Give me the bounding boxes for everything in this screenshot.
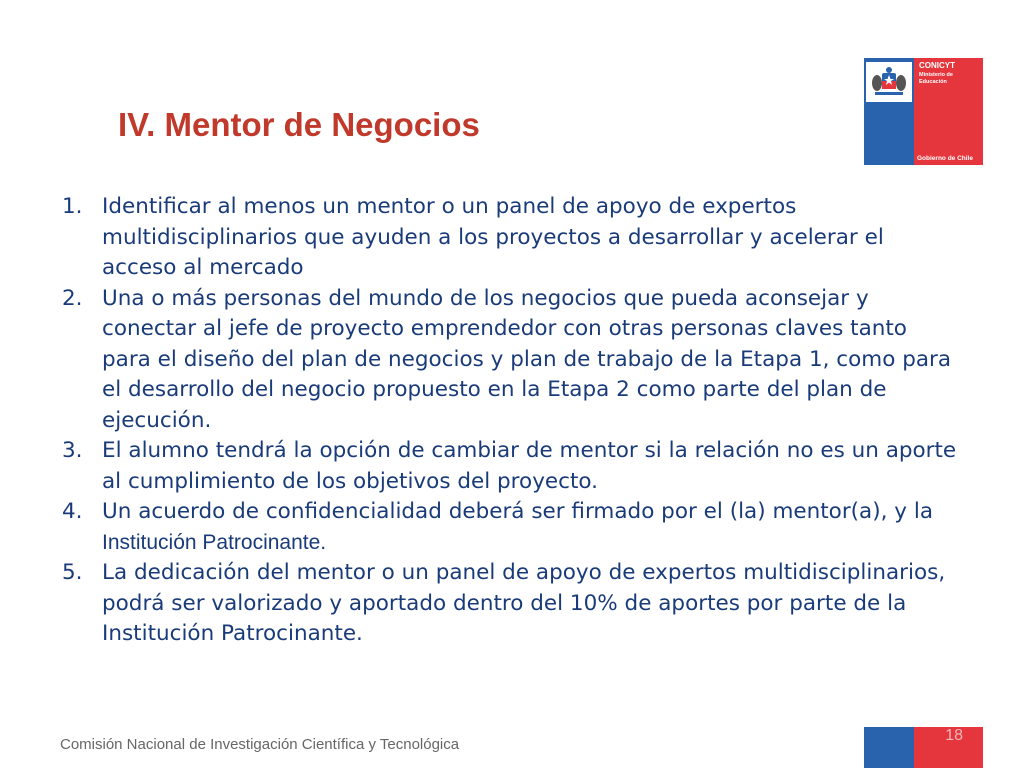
list-item-number: 2. [62,285,83,311]
list-item [62,497,962,558]
footer-flag-bar [864,727,983,768]
list-item-number: 4. [62,499,83,524]
requirements-list [62,192,962,650]
footer-organization: Comisión Nacional de Investigación Científica y Tecnológica [60,736,460,753]
logo-brand: CONICYT [919,61,955,70]
list-item-number: 5. [62,560,83,585]
list-item [62,284,962,437]
list-item-number: 1. [62,194,83,219]
logo-blue-panel [864,58,914,165]
logo-subtitle-line2: Educación [919,79,947,85]
list-item-text-tail: Institución Patrocinante. [102,530,327,554]
list-item-text: Una o más personas del mundo de los negocios que pueda aconsejar y conectar al jefe de proyecto emprendedor con otras personas claves tanto para el diseño del plan de negocios y plan de trabajo de la Etapa 1, como para el desarrollo del negocio propuesto en la Etapa 2 como parte del plan de ejecución. [102,285,952,433]
footer-flag-red [914,727,983,768]
logo-subtitle-line1: Ministerio de [919,72,953,78]
list-item-text: La dedicación del mentor o un panel de apoyo de expertos multidisciplinarios, podrá ser valorizado y aportado dentro del 10% de aportes por parte de la Institución Patrocinante. [102,560,946,646]
list-item-number: 3. [62,438,83,463]
list-item-text: Un acuerdo de confidencialidad deberá ser firmado por el (la) mentor(a), y la [102,499,933,524]
slide-title: IV. Mentor de Negocios [118,106,480,143]
list-item-text: El alumno tendrá la opción de cambiar de mentor si la relación no es un aporte al cumplimiento de los objetivos del proyecto. [102,438,957,494]
chile-crest-icon [866,62,912,102]
logo-subtitle [919,72,953,86]
logo-red-panel [914,58,983,165]
page-number: 18 [945,727,963,744]
list-item [62,558,962,650]
list-item-text: Identificar al menos un mentor o un panel de apoyo de expertos multidisciplinarios que ayuden a los proyectos a desarrollar y acelerar el acceso al mercado [102,194,884,280]
footer-flag-blue [864,727,914,768]
list-item [62,436,962,497]
conicyt-logo [864,58,983,165]
logo-government: Gobierno de Chile [917,155,973,162]
list-item [62,192,962,284]
